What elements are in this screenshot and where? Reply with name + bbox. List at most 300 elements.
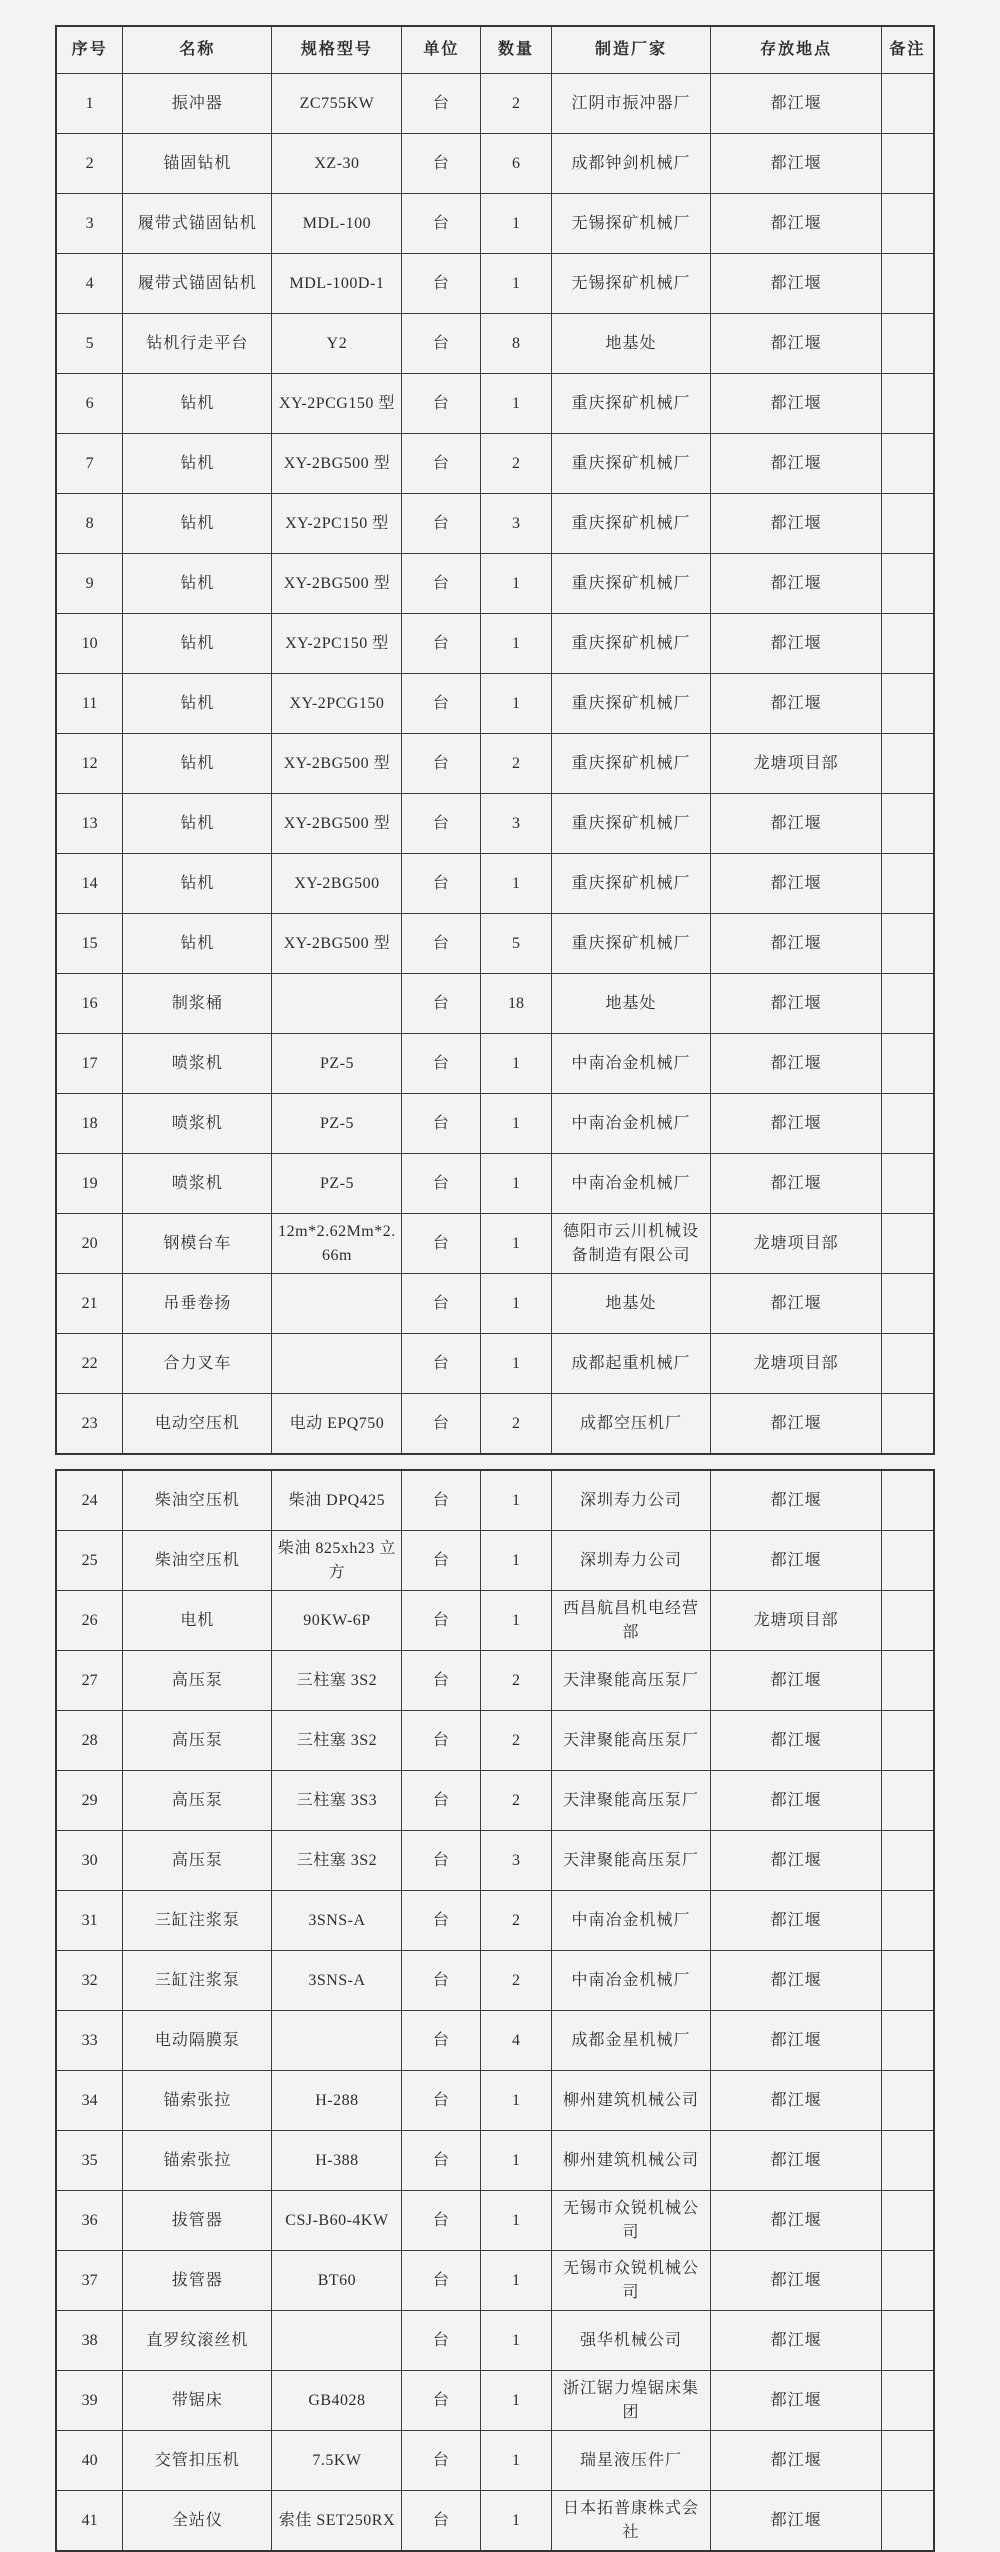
table-cell: 都江堰 (711, 554, 881, 614)
equipment-table-page-1 (55, 25, 935, 1455)
table-row (56, 1274, 934, 1334)
table-cell: H-388 (272, 2131, 402, 2191)
table-cell: 电机 (123, 1591, 272, 1651)
table-row (56, 1394, 934, 1455)
table-cell: 都江堰 (711, 2071, 881, 2131)
table-cell: 台 (402, 614, 481, 674)
table-cell (881, 254, 934, 314)
table-cell: 重庆探矿机械厂 (551, 374, 711, 434)
table-cell: 中南冶金机械厂 (551, 1891, 711, 1951)
table-cell: 台 (402, 1771, 481, 1831)
table-cell: 2 (481, 1711, 551, 1771)
table-cell: 交管扣压机 (123, 2431, 272, 2491)
table-cell: 地基处 (551, 1274, 711, 1334)
table-cell: BT60 (272, 2251, 402, 2311)
table-row (56, 1831, 934, 1891)
table-cell: 15 (56, 914, 123, 974)
table-cell: 电动隔膜泵 (123, 2011, 272, 2071)
table-row (56, 494, 934, 554)
table-cell: 27 (56, 1651, 123, 1711)
table-cell: 地基处 (551, 314, 711, 374)
table-cell: 都江堰 (711, 434, 881, 494)
table-cell (272, 1274, 402, 1334)
table-cell: 都江堰 (711, 194, 881, 254)
table-row (56, 2071, 934, 2131)
table-cell: 8 (56, 494, 123, 554)
table-cell: 3 (56, 194, 123, 254)
column-header-name: 名称 (123, 26, 272, 74)
table-row (56, 974, 934, 1034)
table-cell: 都江堰 (711, 1094, 881, 1154)
table-cell: 钻机 (123, 734, 272, 794)
table-cell: 台 (402, 1214, 481, 1274)
table-cell: 都江堰 (711, 2011, 881, 2071)
table-cell (881, 674, 934, 734)
table-cell (881, 2251, 934, 2311)
table-cell: 12m*2.62Mm*2.66m (272, 1214, 402, 1274)
table-cell: 重庆探矿机械厂 (551, 914, 711, 974)
table-cell: 都江堰 (711, 2491, 881, 2552)
table-cell: 履带式锚固钻机 (123, 254, 272, 314)
table-row (56, 1651, 934, 1711)
table-row (56, 2011, 934, 2071)
table-cell: 都江堰 (711, 1034, 881, 1094)
table-cell: 天津聚能高压泵厂 (551, 1651, 711, 1711)
table-cell: 钻机 (123, 494, 272, 554)
table-cell: 都江堰 (711, 2311, 881, 2371)
table-cell: 1 (481, 854, 551, 914)
table-cell (881, 2431, 934, 2491)
table-cell: 台 (402, 1591, 481, 1651)
table-cell: 台 (402, 1711, 481, 1771)
table-cell: CSJ-B60-4KW (272, 2191, 402, 2251)
table-cell: 柴油空压机 (123, 1531, 272, 1591)
table-cell: 90KW-6P (272, 1591, 402, 1651)
table-cell (881, 1711, 934, 1771)
table-cell (881, 2371, 934, 2431)
table-cell: 重庆探矿机械厂 (551, 494, 711, 554)
table-cell: 台 (402, 914, 481, 974)
table-cell: 台 (402, 2191, 481, 2251)
table-cell: PZ-5 (272, 1034, 402, 1094)
table-cell: GB4028 (272, 2371, 402, 2431)
table-cell: MDL-100D-1 (272, 254, 402, 314)
table-row (56, 614, 934, 674)
table-cell: 26 (56, 1591, 123, 1651)
table-cell: 都江堰 (711, 2431, 881, 2491)
table-cell: 25 (56, 1531, 123, 1591)
table-row (56, 2191, 934, 2251)
table-cell: 2 (481, 1891, 551, 1951)
table-cell (881, 374, 934, 434)
table-cell (881, 974, 934, 1034)
table-cell: 深圳寿力公司 (551, 1470, 711, 1531)
table-cell (881, 74, 934, 134)
table-cell: 1 (481, 2491, 551, 2552)
table-cell: 35 (56, 2131, 123, 2191)
table-cell: 重庆探矿机械厂 (551, 674, 711, 734)
table-cell: 钻机 (123, 554, 272, 614)
table-cell: 3SNS-A (272, 1951, 402, 2011)
table-row (56, 914, 934, 974)
table-cell: 都江堰 (711, 1771, 881, 1831)
table-cell: 30 (56, 1831, 123, 1891)
table-cell: 强华机械公司 (551, 2311, 711, 2371)
table-cell: 34 (56, 2071, 123, 2131)
table-cell: 23 (56, 1394, 123, 1455)
table-cell (881, 2131, 934, 2191)
table-cell: 柴油空压机 (123, 1470, 272, 1531)
table-cell: 2 (481, 734, 551, 794)
table-cell: 19 (56, 1154, 123, 1214)
table-cell (881, 2491, 934, 2552)
table-row (56, 1711, 934, 1771)
table-cell: 天津聚能高压泵厂 (551, 1831, 711, 1891)
table-cell: 台 (402, 2071, 481, 2131)
table-cell: 振冲器 (123, 74, 272, 134)
table-row (56, 2311, 934, 2371)
table-cell: 1 (481, 2311, 551, 2371)
table-cell: 地基处 (551, 974, 711, 1034)
table-cell: XY-2BG500 型 (272, 734, 402, 794)
table-cell: 喷浆机 (123, 1154, 272, 1214)
table-cell: 3SNS-A (272, 1891, 402, 1951)
table-cell (881, 854, 934, 914)
table-cell: 1 (481, 1154, 551, 1214)
table-cell: XY-2BG500 型 (272, 554, 402, 614)
table-cell (272, 1334, 402, 1394)
table-cell: H-288 (272, 2071, 402, 2131)
table-cell: 重庆探矿机械厂 (551, 554, 711, 614)
table-cell: 都江堰 (711, 854, 881, 914)
table-cell: 3 (481, 1831, 551, 1891)
table-cell: 9 (56, 554, 123, 614)
table-cell: 2 (481, 1771, 551, 1831)
table-cell (881, 194, 934, 254)
table-cell: 吊垂卷扬 (123, 1274, 272, 1334)
table-cell: 3 (481, 794, 551, 854)
table-cell: 台 (402, 794, 481, 854)
table-cell (881, 494, 934, 554)
table-cell: 重庆探矿机械厂 (551, 794, 711, 854)
table-cell: 台 (402, 434, 481, 494)
table-row (56, 554, 934, 614)
table-cell: 钻机 (123, 914, 272, 974)
table-row (56, 194, 934, 254)
table-cell (881, 1394, 934, 1455)
table-cell: 履带式锚固钻机 (123, 194, 272, 254)
table-cell: 都江堰 (711, 374, 881, 434)
table-cell: 17 (56, 1034, 123, 1094)
table-row (56, 74, 934, 134)
table-cell: 柳州建筑机械公司 (551, 2071, 711, 2131)
table-cell: 台 (402, 1831, 481, 1891)
table-cell (272, 974, 402, 1034)
table-cell: 都江堰 (711, 1951, 881, 2011)
table-cell: 1 (481, 1274, 551, 1334)
table-cell (881, 1154, 934, 1214)
table-cell: 21 (56, 1274, 123, 1334)
table-cell (881, 1951, 934, 2011)
table-cell: 中南冶金机械厂 (551, 1154, 711, 1214)
table-cell: 台 (402, 554, 481, 614)
table-cell: 电动 EPQ750 (272, 1394, 402, 1455)
table-cell (881, 1470, 934, 1531)
column-header-spec: 规格型号 (272, 26, 402, 74)
table-cell: 柳州建筑机械公司 (551, 2131, 711, 2191)
table-cell: 台 (402, 1651, 481, 1711)
table-cell: 24 (56, 1470, 123, 1531)
table-cell: 龙塘项目部 (711, 1591, 881, 1651)
table-cell: 1 (481, 1334, 551, 1394)
table-cell: 1 (481, 2431, 551, 2491)
table-cell: 锚索张拉 (123, 2131, 272, 2191)
table-cell: 高压泵 (123, 1711, 272, 1771)
table-row (56, 434, 934, 494)
table-cell: 台 (402, 2251, 481, 2311)
table-cell: 台 (402, 494, 481, 554)
table-cell: 39 (56, 2371, 123, 2431)
table-cell: 台 (402, 974, 481, 1034)
table-cell: 中南冶金机械厂 (551, 1094, 711, 1154)
table-cell: 浙江锯力煌锯床集团 (551, 2371, 711, 2431)
table-cell: 1 (481, 614, 551, 674)
table-cell (881, 1274, 934, 1334)
table-cell (881, 1214, 934, 1274)
table-row (56, 734, 934, 794)
table-cell: 32 (56, 1951, 123, 2011)
table-cell: 台 (402, 1891, 481, 1951)
table-cell: 1 (481, 554, 551, 614)
table-cell: 台 (402, 254, 481, 314)
table-cell: 36 (56, 2191, 123, 2251)
table-cell: 都江堰 (711, 134, 881, 194)
table-cell: 台 (402, 74, 481, 134)
table-cell: 无锡市众锐机械公司 (551, 2251, 711, 2311)
table-cell: 都江堰 (711, 2191, 881, 2251)
table-row (56, 1771, 934, 1831)
table-cell: 台 (402, 1034, 481, 1094)
table-row (56, 1891, 934, 1951)
table-cell: 12 (56, 734, 123, 794)
table-cell: 柴油 DPQ425 (272, 1470, 402, 1531)
table-cell: 都江堰 (711, 1711, 881, 1771)
table-cell: 都江堰 (711, 494, 881, 554)
table-header-row (56, 26, 934, 74)
table-cell: 柴油 825xh23 立方 (272, 1531, 402, 1591)
table-cell: 三柱塞 3S2 (272, 1651, 402, 1711)
table-row (56, 374, 934, 434)
table-row (56, 134, 934, 194)
table-cell: 都江堰 (711, 1394, 881, 1455)
table-cell: 台 (402, 1274, 481, 1334)
table-cell: 瑞星液压件厂 (551, 2431, 711, 2491)
table-cell: 台 (402, 1094, 481, 1154)
table-cell: 台 (402, 2491, 481, 2552)
column-header-quantity: 数量 (481, 26, 551, 74)
table-row (56, 1214, 934, 1274)
table-cell: 台 (402, 854, 481, 914)
table-row (56, 1034, 934, 1094)
table-cell: 10 (56, 614, 123, 674)
table-cell: PZ-5 (272, 1154, 402, 1214)
table-cell: 都江堰 (711, 794, 881, 854)
table-cell: 2 (481, 1394, 551, 1455)
table-row (56, 1334, 934, 1394)
table-cell (881, 914, 934, 974)
table-cell: 都江堰 (711, 1274, 881, 1334)
table-cell: 钻机 (123, 434, 272, 494)
table-cell: 29 (56, 1771, 123, 1831)
table-cell: XY-2PCG150 型 (272, 374, 402, 434)
table-cell: 锚固钻机 (123, 134, 272, 194)
table-cell: 钻机 (123, 854, 272, 914)
table-cell: 龙塘项目部 (711, 1214, 881, 1274)
table-cell: 1 (481, 254, 551, 314)
table-cell: 台 (402, 1951, 481, 2011)
table-cell: 合力叉车 (123, 1334, 272, 1394)
table-cell: 1 (481, 2131, 551, 2191)
table-cell: 电动空压机 (123, 1394, 272, 1455)
column-header-manufacturer: 制造厂家 (551, 26, 711, 74)
table-cell (881, 1651, 934, 1711)
table-cell: 18 (481, 974, 551, 1034)
table-row (56, 854, 934, 914)
table-cell: 22 (56, 1334, 123, 1394)
table-cell (881, 2191, 934, 2251)
table-cell: 龙塘项目部 (711, 734, 881, 794)
table-cell: 台 (402, 374, 481, 434)
table-cell: 日本拓普康株式会社 (551, 2491, 711, 2552)
table-row (56, 2431, 934, 2491)
table-cell: 20 (56, 1214, 123, 1274)
table-cell: 都江堰 (711, 1470, 881, 1531)
table-cell: 钻机 (123, 614, 272, 674)
table-cell: 2 (481, 74, 551, 134)
equipment-table-page-2 (55, 1469, 935, 2552)
table-cell: 都江堰 (711, 2371, 881, 2431)
table-cell: 重庆探矿机械厂 (551, 614, 711, 674)
table-cell (881, 1334, 934, 1394)
table-cell: 1 (481, 1034, 551, 1094)
table-cell: 40 (56, 2431, 123, 2491)
table-cell: 台 (402, 194, 481, 254)
table-cell: 1 (481, 2191, 551, 2251)
table-cell: 重庆探矿机械厂 (551, 854, 711, 914)
table-cell: 索佳 SET250RX (272, 2491, 402, 2552)
table-cell: 台 (402, 1531, 481, 1591)
table-cell: 台 (402, 1394, 481, 1455)
table-cell (881, 614, 934, 674)
table-cell: 全站仪 (123, 2491, 272, 2552)
table-cell: 都江堰 (711, 314, 881, 374)
table-row (56, 2491, 934, 2552)
table-cell (881, 2011, 934, 2071)
table-cell: 成都空压机厂 (551, 1394, 711, 1455)
table-cell: 8 (481, 314, 551, 374)
table-cell: 都江堰 (711, 1651, 881, 1711)
table-cell: 1 (481, 674, 551, 734)
table-cell: 都江堰 (711, 1831, 881, 1891)
table-cell (881, 1831, 934, 1891)
table-cell (881, 134, 934, 194)
table-cell: 31 (56, 1891, 123, 1951)
table-cell: 台 (402, 674, 481, 734)
table-cell: 台 (402, 1154, 481, 1214)
table-cell: 三柱塞 3S2 (272, 1711, 402, 1771)
table-cell: 6 (481, 134, 551, 194)
table-cell: 5 (56, 314, 123, 374)
table-cell: 都江堰 (711, 1531, 881, 1591)
table-cell: 喷浆机 (123, 1094, 272, 1154)
table-cell: 1 (481, 1470, 551, 1531)
table-cell: 18 (56, 1094, 123, 1154)
table-cell: 高压泵 (123, 1651, 272, 1711)
table-row (56, 1094, 934, 1154)
table-cell: 33 (56, 2011, 123, 2071)
table-cell: 1 (56, 74, 123, 134)
table-cell: 高压泵 (123, 1831, 272, 1891)
table-cell: 1 (481, 194, 551, 254)
table-cell: XY-2BG500 (272, 854, 402, 914)
table-cell: 41 (56, 2491, 123, 2552)
table-cell: 制浆桶 (123, 974, 272, 1034)
table-cell (881, 554, 934, 614)
table-cell: 江阴市振冲器厂 (551, 74, 711, 134)
table-cell (881, 2311, 934, 2371)
table-cell: 拔管器 (123, 2191, 272, 2251)
table-cell (881, 434, 934, 494)
table-cell: 台 (402, 2311, 481, 2371)
table-cell: 中南冶金机械厂 (551, 1034, 711, 1094)
table-cell: 37 (56, 2251, 123, 2311)
table-cell: 钻机行走平台 (123, 314, 272, 374)
table-cell: 38 (56, 2311, 123, 2371)
table-cell: 台 (402, 734, 481, 794)
table-cell: 台 (402, 2371, 481, 2431)
table-row (56, 1591, 934, 1651)
table-cell: 16 (56, 974, 123, 1034)
table-cell: 1 (481, 2071, 551, 2131)
table-cell: 28 (56, 1711, 123, 1771)
table-cell (272, 2311, 402, 2371)
table-cell: 5 (481, 914, 551, 974)
table-row (56, 794, 934, 854)
table-cell: 中南冶金机械厂 (551, 1951, 711, 2011)
table-cell: 重庆探矿机械厂 (551, 434, 711, 494)
table-cell: MDL-100 (272, 194, 402, 254)
column-header-serial: 序号 (56, 26, 123, 74)
table-cell: 无锡探矿机械厂 (551, 254, 711, 314)
table-cell: 德阳市云川机械设备制造有限公司 (551, 1214, 711, 1274)
table-row (56, 2251, 934, 2311)
table-cell: 1 (481, 1214, 551, 1274)
table-cell (881, 794, 934, 854)
table-cell: XY-2PC150 型 (272, 614, 402, 674)
table-cell: 台 (402, 1470, 481, 1531)
table-cell: 都江堰 (711, 1154, 881, 1214)
table-cell: 6 (56, 374, 123, 434)
table-cell: 7.5KW (272, 2431, 402, 2491)
table-cell (881, 1591, 934, 1651)
table-cell: 带锯床 (123, 2371, 272, 2431)
table-cell: Y2 (272, 314, 402, 374)
table-cell: 钻机 (123, 794, 272, 854)
table-cell: 深圳寿力公司 (551, 1531, 711, 1591)
table-row (56, 2371, 934, 2431)
table-cell: 台 (402, 2011, 481, 2071)
table-cell: 高压泵 (123, 1771, 272, 1831)
